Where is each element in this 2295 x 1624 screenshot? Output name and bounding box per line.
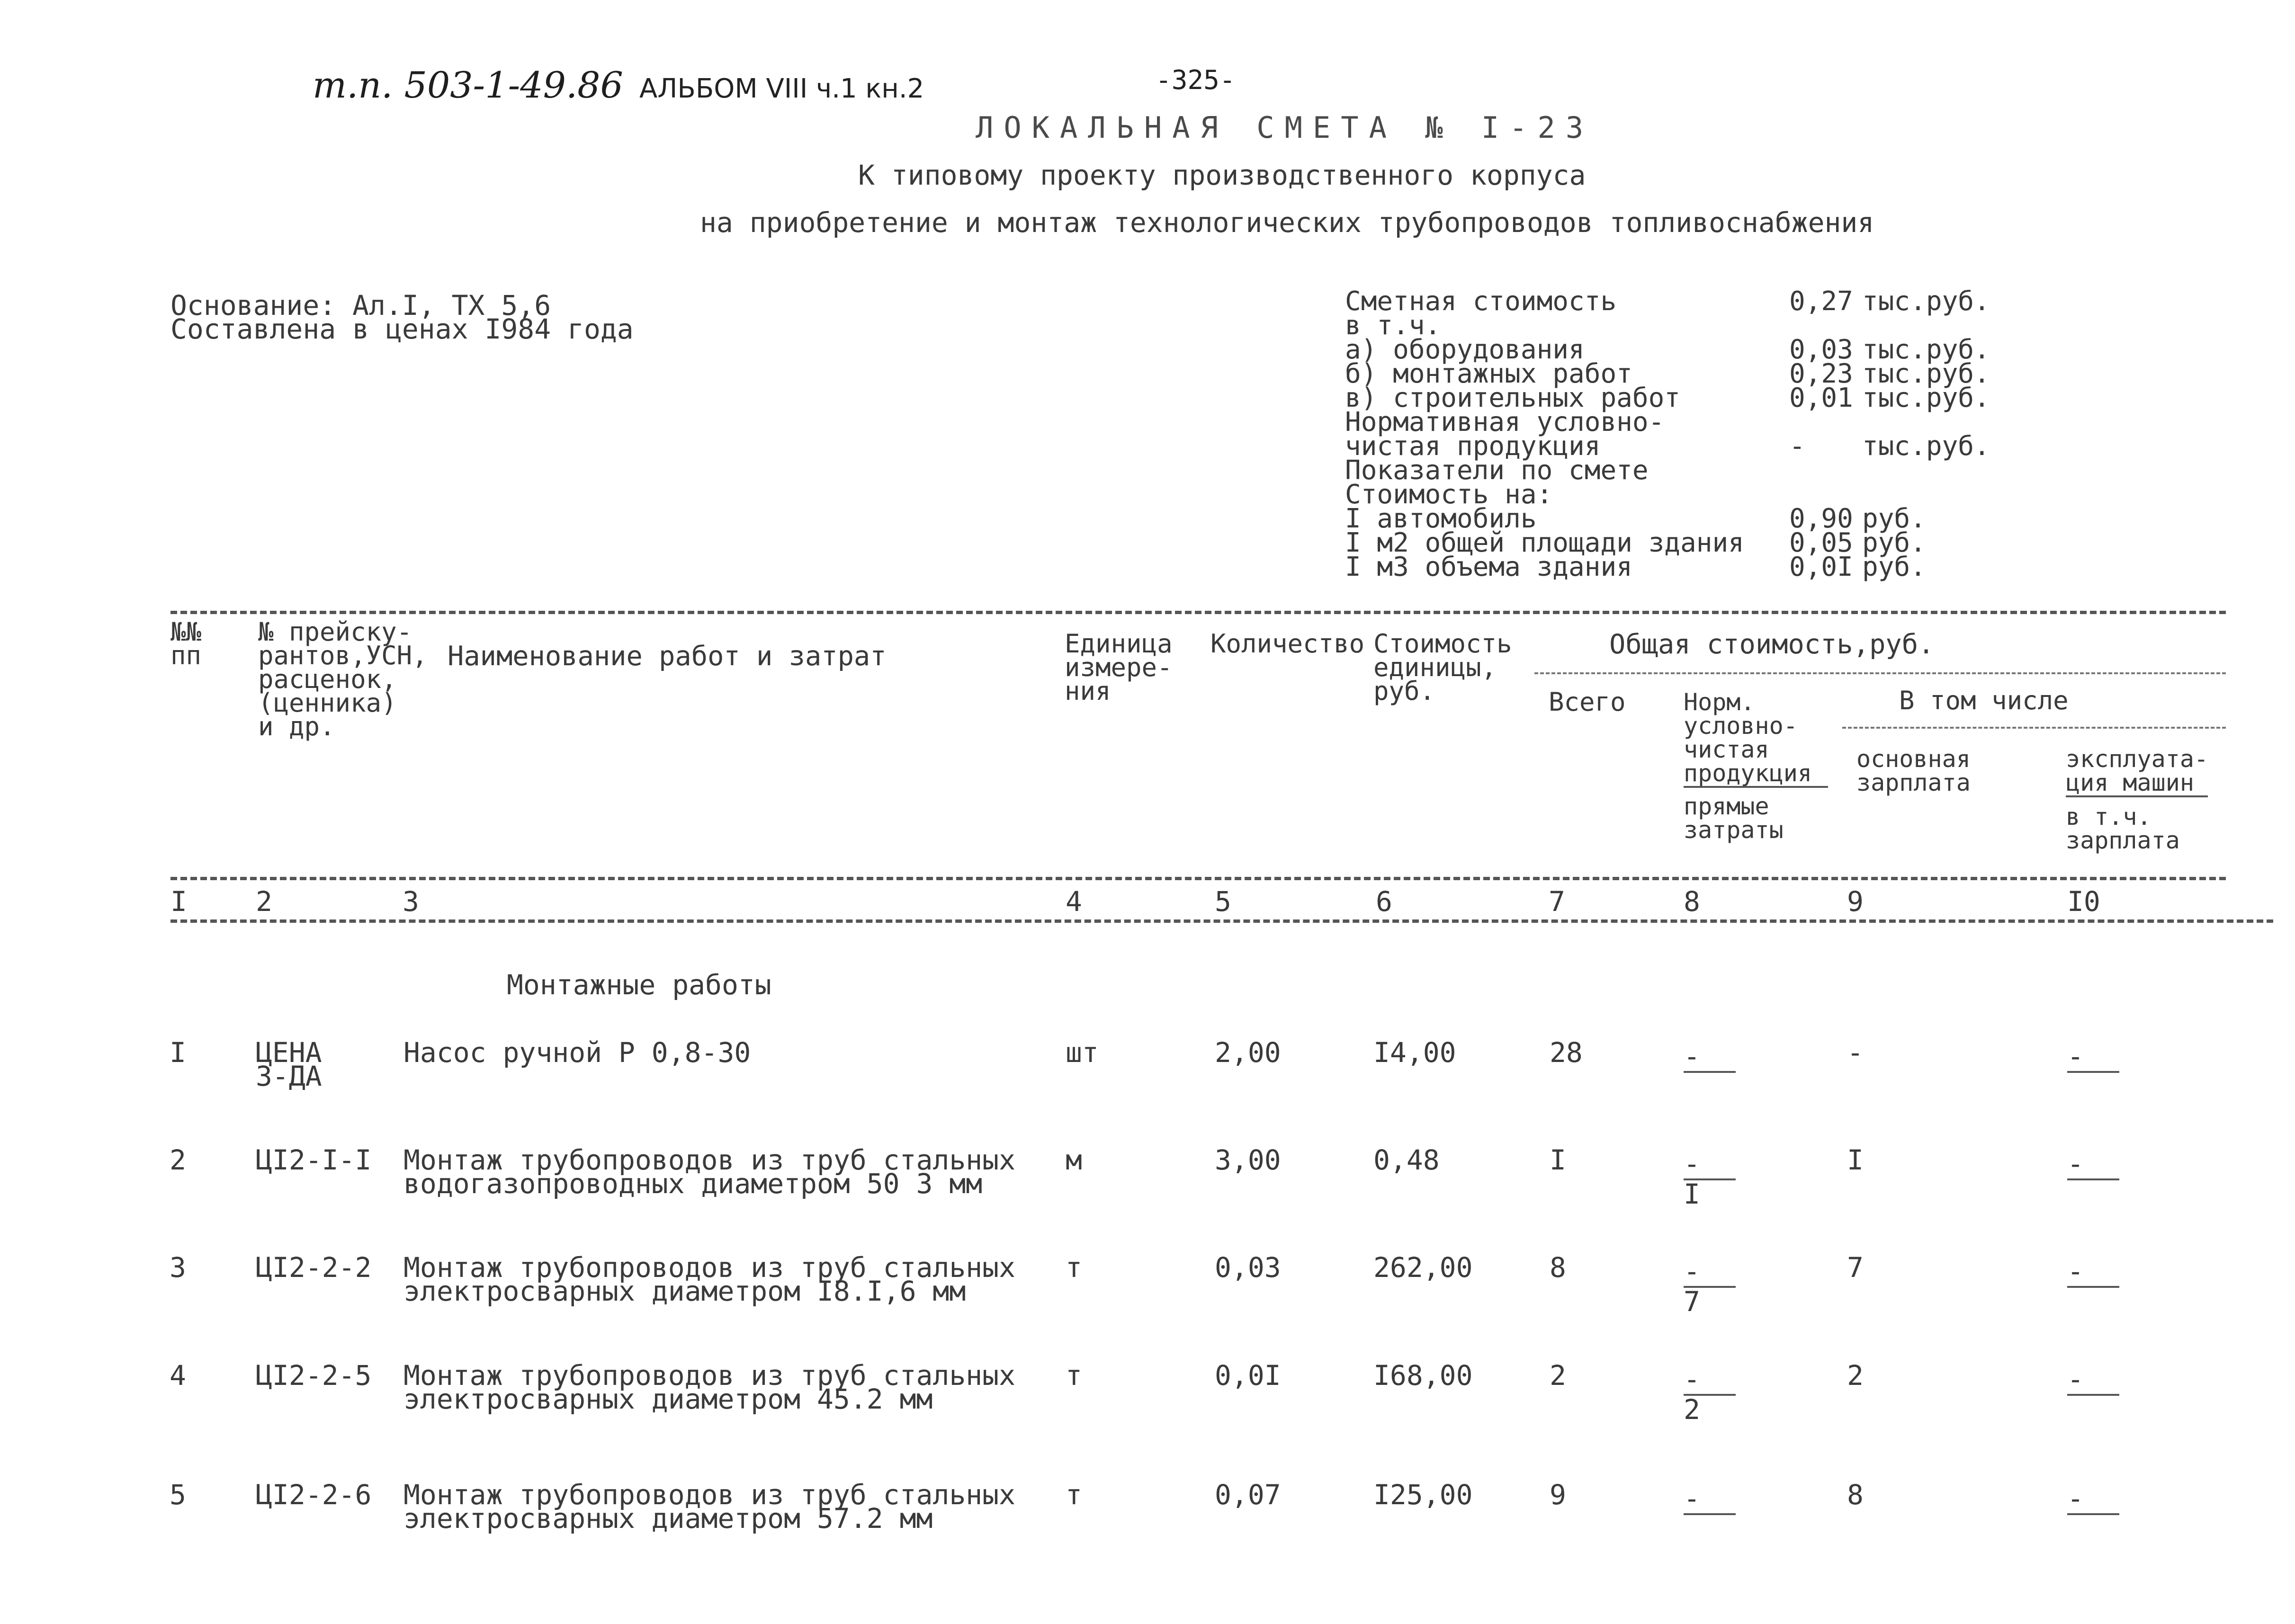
row-unit-price: 0,48 (1373, 1144, 1440, 1176)
col-header-including: В том числе (1899, 686, 2069, 715)
col-header-price-list: № прейску- рантов,УСН, расценок, (ценника) и др. (258, 617, 428, 741)
row-work-name: Монтаж трубопроводов из труб стальных водогазопроводных диаметром 50 3 мм (403, 1144, 1016, 1200)
row-net-product: - (1684, 1482, 1700, 1515)
row-number: 2 (170, 1144, 186, 1176)
row-unit: т (1066, 1479, 1082, 1511)
summary-value: 0,90 (1789, 503, 1853, 534)
row-base-salary: 8 (1847, 1479, 1864, 1511)
column-number: 3 (403, 885, 419, 918)
row-net-product-rule (1684, 1071, 1736, 1073)
row-machine-operation-rule (2067, 1286, 2119, 1288)
net-product-underline (1684, 786, 1828, 788)
row-base-salary: - (1847, 1036, 1864, 1069)
column-number: I0 (2067, 885, 2100, 918)
row-machine-operation-rule (2067, 1178, 2119, 1180)
row-net-product: - (1684, 1255, 1700, 1287)
row-price-code: ЦI2-2-2 (256, 1251, 372, 1284)
row-machine-operation: - (2067, 1040, 2084, 1072)
row-number: I (170, 1036, 186, 1069)
document-title: ЛОКАЛЬНАЯ СМЕТА № I-23 (976, 110, 1594, 145)
row-base-salary: 2 (1847, 1359, 1864, 1392)
col-header-work-name: Наименование работ и затрат (448, 641, 887, 672)
col-header-quantity: Количество (1210, 629, 1365, 659)
column-number: 4 (1066, 885, 1082, 918)
column-number: 9 (1847, 885, 1864, 918)
column-number: 8 (1684, 885, 1700, 918)
col-header-machine-operation: эксплуата- ция машин (2066, 745, 2209, 796)
row-total: 28 (1550, 1036, 1583, 1069)
row-number: 5 (170, 1479, 186, 1511)
row-machine-operation: - (2067, 1255, 2084, 1287)
row-unit-price: I4,00 (1373, 1036, 1456, 1069)
total-cost-rule (1534, 672, 2226, 674)
row-work-name: Насос ручной Р 0,8-30 (403, 1036, 751, 1069)
col-header-unit-cost: Стоимость единицы, руб. (1373, 629, 1512, 706)
col-header-number: №№ пп (170, 617, 202, 670)
row-net-product: - (1684, 1040, 1700, 1072)
row-machine-operation-rule (2067, 1071, 2119, 1073)
basis-line-1: Основание: Ал.I, ТХ 5,6 (170, 289, 551, 321)
basis-line-2: Составлена в ценах I984 года (170, 313, 634, 345)
row-machine-operation-rule (2067, 1394, 2119, 1396)
summary-label: Показатели по смете (1345, 455, 1649, 486)
row-number: 4 (170, 1359, 186, 1392)
column-numbers-rule (170, 919, 2273, 923)
summary-unit: тыс.руб. (1862, 334, 1990, 365)
column-number: 6 (1376, 885, 1392, 918)
row-total: 2 (1550, 1359, 1566, 1392)
summary-label: чистая продукция (1345, 431, 1601, 462)
summary-label: I автомобиль (1345, 503, 1537, 534)
summary-label: I м2 общей площади здания (1345, 527, 1744, 558)
summary-unit: тыс.руб. (1862, 286, 1990, 317)
summary-value: - (1789, 431, 1805, 462)
column-number: 7 (1549, 885, 1565, 918)
row-quantity: 0,0I (1215, 1359, 1281, 1392)
row-unit-price: 262,00 (1373, 1251, 1473, 1284)
summary-label: в т.ч. (1345, 310, 1441, 341)
col-header-base-salary: основная зарплата (1856, 745, 1971, 796)
album-label: АЛЬБОМ VIII ч.1 кн.2 (639, 73, 924, 104)
col-header-direct-costs: прямые затраты (1684, 793, 1784, 844)
summary-label: Стоимость на: (1345, 479, 1553, 510)
row-total: I (1550, 1144, 1566, 1176)
summary-value: 0,23 (1789, 358, 1853, 389)
row-direct-costs: I (1684, 1178, 1700, 1210)
summary-value: 0,01 (1789, 383, 1853, 413)
col-header-unit: Единица измере- ния (1065, 629, 1173, 706)
row-unit: м (1066, 1144, 1082, 1176)
row-quantity: 0,07 (1215, 1479, 1281, 1511)
summary-value: 0,03 (1789, 334, 1853, 365)
table-top-rule (170, 611, 2226, 614)
column-number: 5 (1215, 885, 1231, 918)
page-number: -325- (1156, 65, 1236, 96)
col-header-machine-salary: в т.ч. зарплата (2066, 803, 2180, 854)
row-price-code: ЦI2-I-I (256, 1144, 372, 1176)
col-header-net-product: Норм. условно- чистая продукция (1684, 688, 1812, 787)
row-total: 8 (1550, 1251, 1566, 1284)
summary-unit: тыс.руб. (1862, 383, 1990, 413)
row-net-product-rule (1684, 1513, 1736, 1515)
document-subtitle-2: на приобретение и монтаж технологических трубопроводов топливоснабжения (700, 206, 1874, 239)
summary-value: 0,27 (1789, 286, 1853, 317)
row-quantity: 2,00 (1215, 1036, 1281, 1069)
row-work-name: Монтаж трубопроводов из труб стальных электросварных диаметром 57.2 мм (403, 1479, 1016, 1535)
row-machine-operation: - (2067, 1148, 2084, 1180)
row-direct-costs: 2 (1684, 1393, 1700, 1426)
document-code: т.п. 503-1-49.86 (313, 64, 623, 106)
summary-unit: руб. (1862, 503, 1926, 534)
row-quantity: 3,00 (1215, 1144, 1281, 1176)
row-base-salary: I (1847, 1144, 1864, 1176)
including-rule (1842, 727, 2226, 729)
row-price-code: ЦI2-2-6 (256, 1479, 372, 1511)
row-machine-operation-rule (2067, 1513, 2119, 1515)
col-header-total: Всего (1549, 687, 1626, 717)
row-unit: шт (1066, 1036, 1099, 1069)
row-price-code: ЦI2-2-5 (256, 1359, 372, 1392)
summary-unit: руб. (1862, 527, 1926, 558)
row-base-salary: 7 (1847, 1251, 1864, 1284)
summary-value: 0,05 (1789, 527, 1853, 558)
row-work-name: Монтаж трубопроводов из труб стальных электросварных диаметром I8.I,6 мм (403, 1251, 1016, 1307)
summary-label: I м3 объема здания (1345, 552, 1632, 582)
summary-label: б) монтажных работ (1345, 358, 1632, 389)
header-bottom-rule (170, 877, 2226, 880)
summary-label: в) строительных работ (1345, 383, 1681, 413)
summary-unit: тыс.руб. (1862, 358, 1990, 389)
row-machine-operation: - (2067, 1482, 2084, 1515)
row-net-product: - (1684, 1363, 1700, 1395)
row-unit: т (1066, 1251, 1082, 1284)
row-unit-price: I68,00 (1373, 1359, 1473, 1392)
summary-label: Сметная стоимость (1345, 286, 1617, 317)
column-number: 2 (256, 885, 272, 918)
row-quantity: 0,03 (1215, 1251, 1281, 1284)
row-unit: т (1066, 1359, 1082, 1392)
summary-value: 0,0I (1789, 552, 1853, 582)
row-machine-operation: - (2067, 1363, 2084, 1395)
summary-unit: тыс.руб. (1862, 431, 1990, 462)
row-work-name: Монтаж трубопроводов из труб стальных электросварных диаметром 45.2 мм (403, 1359, 1016, 1415)
column-number: I (170, 885, 187, 918)
col-header-total-cost: Общая стоимость,руб. (1609, 629, 1935, 660)
summary-label: а) оборудования (1345, 334, 1585, 365)
row-number: 3 (170, 1251, 186, 1284)
machine-operation-underline (2066, 795, 2208, 797)
row-unit-price: I25,00 (1373, 1479, 1473, 1511)
row-price-code: ЦЕНА 3-ДА (256, 1036, 322, 1092)
section-title: Монтажные работы (507, 969, 771, 1001)
summary-unit: руб. (1862, 552, 1926, 582)
summary-label: Нормативная условно- (1345, 407, 1665, 437)
row-direct-costs: 7 (1684, 1285, 1700, 1318)
row-total: 9 (1550, 1479, 1566, 1511)
document-subtitle-1: К типовому проекту производственного корпуса (858, 159, 1586, 191)
row-net-product: - (1684, 1148, 1700, 1180)
